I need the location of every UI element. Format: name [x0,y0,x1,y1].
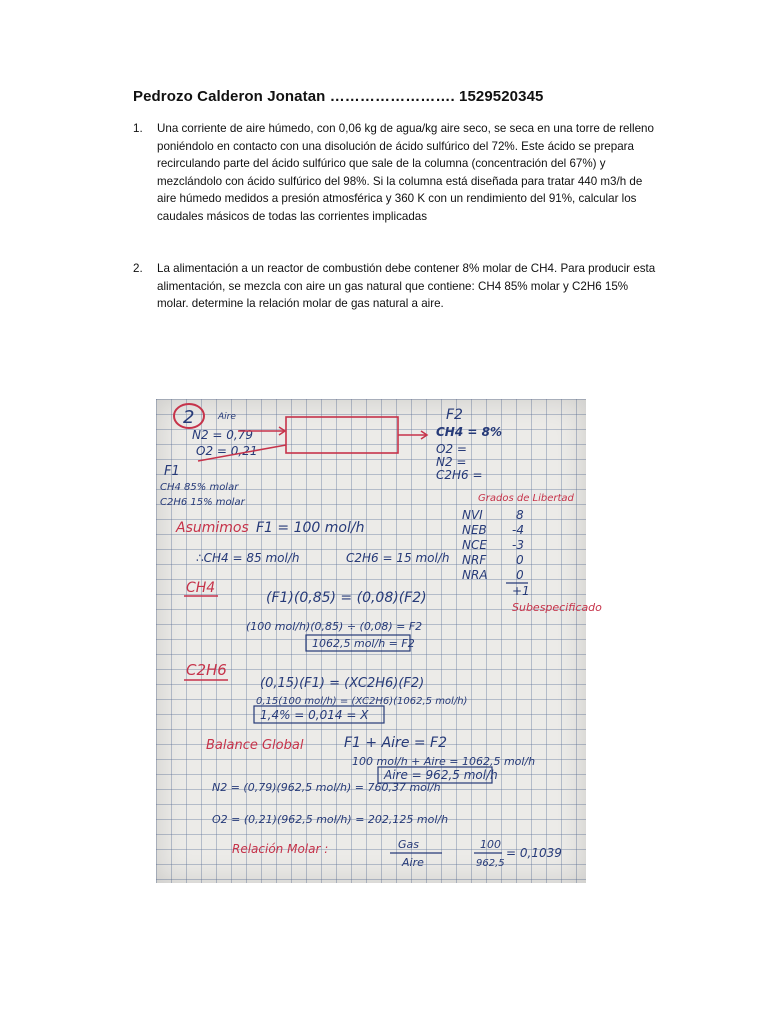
c2h6-equation-1: (0,15)(F1) = (XC2H6)(F2) [260,676,425,691]
ch4-equation-2: (100 mol/h)(0,85) ÷ (0,08) = F2 [246,620,423,633]
dof-value: 0 [516,568,524,582]
balance-equation-1: F1 + Aire = F2 [344,735,448,751]
c2h6-value: C2H6 = 15 mol/h [346,551,450,565]
ratio-denominator: Aire [402,856,424,869]
dof-label: NCE [462,538,487,552]
dof-value: 0 [516,553,524,567]
f1-value: F1 = 100 mol/h [256,520,365,536]
f1-c2h6: C2H6 15% molar [160,497,245,508]
f2-label: F2 [446,407,463,423]
dof-label: NRA [462,568,488,582]
c2h6-result: 1,4% = 0,014 = X [260,708,369,722]
balance-result: Aire = 962,5 mol/h [384,768,498,782]
question-number: 1. [133,122,143,135]
dof-total: +1 [512,584,530,598]
dof-label: NEB [462,523,487,537]
circled-number: 2 [183,407,195,428]
dof-value: 8 [516,508,524,522]
handwritten-solution-photo [156,399,602,883]
dof-title: Grados de Libertad [478,493,574,504]
f2-n2: N2 = [436,455,467,469]
dof-value: -3 [512,538,524,552]
ratio-denominator-value: 962,5 [476,858,505,869]
balance-equation-2: 100 mol/h + Aire = 1062,5 mol/h [352,755,536,768]
f2-c2h6: C2H6 = [436,468,483,482]
ch4-value: ∴CH4 = 85 mol/h [196,551,300,565]
ch4-result: 1062,5 mol/h = F2 [312,637,415,650]
ratio-numerator: Gas [398,838,419,851]
dof-label: NRF [462,553,487,567]
dof-label: NVI [462,508,483,522]
c2h6-heading: C2H6 [186,661,227,679]
dof-note: Subespecificado [512,601,602,614]
author-header: Pedrozo Calderon Jonatan ……………………. 1529520345 [133,88,544,105]
ch4-heading: CH4 [186,580,216,596]
dof-value: -4 [512,523,524,537]
question-text: La alimentación a un reactor de combustión debe contener 8% molar de CH4. Para producir esta alimentación, se mezcla con aire un gas natural que contiene: CH4 85% molar y C2H6 15% molar. determine la relación molar de gas natural a aire. [157,262,656,310]
mixer-box [286,417,398,453]
relation-label: Relación Molar : [232,842,329,856]
o2-inlet: O2 = 0,21 [196,444,258,458]
ch4-equation-1: (F1)(0,85) = (0,08)(F2) [266,590,427,606]
question-number: 2. [133,262,143,275]
question-text: Una corriente de aire húmedo, con 0,06 kg de agua/kg aire seco, se seca en una torre de relleno poniéndolo en contacto con una disolución de ácido sulfúrico del 72%. Este ácido se prepara recirculando parte del ácido sulfúrico que sale de la columna (concentración del 67%) y mezclándolo con ácido sulfúrico del 98%. Si la columna está diseñada para tratar 440 m3/h de aire húmedo medidos a presión atmosférica y 360 K con un rendimiento del 91%, calcular los caudales másicos de todas las corrientes implicadas [157,122,654,223]
balance-heading: Balance Global [206,738,304,753]
f1-label: F1 [164,464,180,479]
asumimos-label: Asumimos [176,520,249,536]
f2-ch4: CH4 = 8% [436,425,502,439]
n2-calculation: N2 = (0,79)(962,5 mol/h) = 760,37 mol/h [212,781,441,794]
ratio-numerator-value: 100 [480,838,501,851]
f1-ch4: CH4 85% molar [160,482,239,493]
c2h6-equation-2: 0,15(100 mol/h) = (XC2H6)(1062,5 mol/h) [256,696,468,707]
f2-o2: O2 = [436,442,467,456]
ratio-result: = 0,1039 [506,846,562,860]
air-label: Aire [218,412,236,422]
n2-inlet: N2 = 0,79 [192,428,254,442]
o2-calculation: O2 = (0,21)(962,5 mol/h) = 202,125 mol/h [212,813,449,826]
